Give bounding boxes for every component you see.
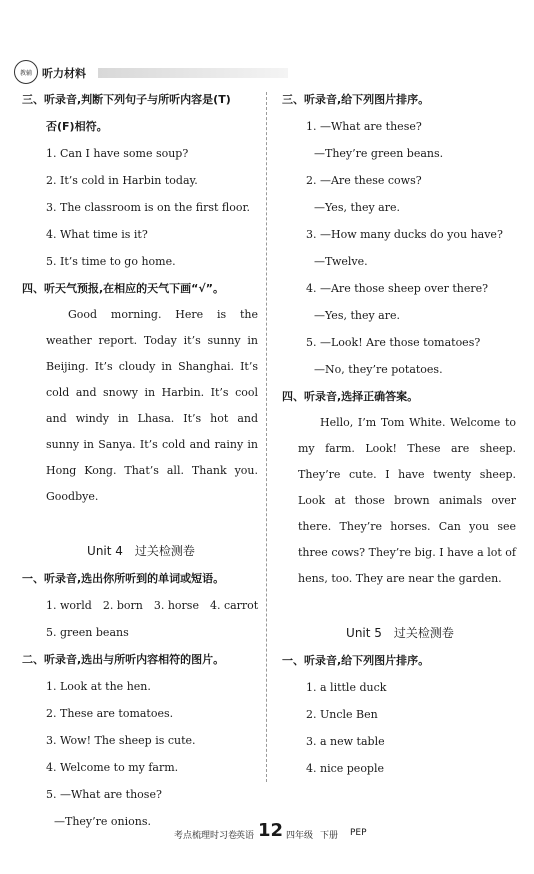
section-title: 一、听录音,选出你所听到的单词或短语。	[22, 572, 225, 585]
list-item: 2. It’s cold in Harbin today.	[46, 174, 198, 187]
dialog-line: 3. —How many ducks do you have?	[306, 228, 503, 241]
list-item: 5. —What are those?	[46, 788, 162, 801]
page-number: 12	[258, 820, 284, 841]
publisher-logo	[14, 60, 38, 84]
list-item: 2. These are tomatoes.	[46, 707, 174, 720]
grade: 四年级	[286, 831, 314, 841]
right-column	[282, 86, 518, 782]
list-item: 3. a new table	[306, 735, 385, 748]
list-item: 1. world 2. born 3. horse 4. carrot	[46, 599, 259, 612]
dialog-line: 4. —Are those sheep over there?	[306, 282, 489, 295]
list-item: 4. What time is it?	[46, 228, 148, 241]
term: 下册	[320, 831, 339, 841]
list-item: 3. The classroom is on the first floor.	[46, 201, 251, 214]
dialog-line: —Yes, they are.	[314, 201, 401, 214]
logo-text: 教辅	[19, 69, 32, 77]
list-item: 3. Wow! The sheep is cute.	[46, 734, 196, 747]
list-item: —They’re onions.	[54, 815, 151, 828]
list-item: 4. Welcome to my farm.	[46, 761, 179, 774]
page-header	[14, 60, 284, 84]
list-item: 1. a little duck	[306, 681, 387, 694]
passage: Good morning. Here is the weather report. Today it’s sunny in Beijing. It’s cloudy in Shanghai. It’s cold and snowy in Harbin. It’s cool and windy in Lhasa. It’s hot and sunny in Sanya. It’s cold and rainy in Hong Kong. That’s all. Thank you. Goodbye.	[46, 308, 258, 503]
section-title: 四、听录音,选择正确答案。	[282, 390, 419, 403]
book-title: 考点梳理时习卷	[174, 831, 238, 841]
section-title: 一、听录音,给下列图片排序。	[282, 654, 430, 667]
section-title: 三、听录音,判断下列句子与所听内容是(T)	[22, 93, 231, 106]
list-item: 1. Can I have some soup?	[46, 147, 189, 160]
section-title-cont: 否(F)相符。	[46, 120, 108, 133]
dialog-line: 5. —Look! Are those tomatoes?	[306, 336, 481, 349]
dialog-line: —Yes, they are.	[314, 309, 401, 322]
dialog-line: —Twelve.	[314, 255, 368, 268]
unit-title: Unit 5 过关检测卷	[346, 626, 454, 640]
passage: Hello, I’m Tom White. Welcome to my farm. Look! These are sheep. They’re cute. I have twenty sheep. Look at those brown animals over there. They’re horses. Can you see three cows? They’re big. I have a lot of hens, too. They are near the garden.	[298, 416, 516, 585]
dialog-line: 1. —What are these?	[306, 120, 422, 133]
list-item: 4. nice people	[306, 762, 385, 775]
list-item: 2. Uncle Ben	[306, 708, 378, 721]
section-label: 听力材料	[42, 67, 86, 80]
section-title: 二、听录音,选出与所听内容相符的图片。	[22, 653, 225, 666]
list-item: 5. It’s time to go home.	[46, 255, 176, 268]
edition: PEP	[350, 828, 367, 838]
page-footer	[0, 822, 534, 844]
section-title: 四、听天气预报,在相应的天气下画“√”。	[22, 282, 224, 295]
unit-title: Unit 4 过关检测卷	[87, 544, 195, 558]
dialog-line: —They’re green beans.	[314, 147, 444, 160]
list-item: 1. Look at the hen.	[46, 680, 151, 693]
section-title: 三、听录音,给下列图片排序。	[282, 93, 430, 106]
list-item: 5. green beans	[46, 626, 129, 639]
subject: 英语	[236, 831, 255, 841]
dialog-line: —No, they’re potatoes.	[314, 363, 443, 376]
dialog-line: 2. —Are these cows?	[306, 174, 422, 187]
left-column	[22, 86, 260, 835]
column-divider	[266, 92, 267, 782]
header-band	[98, 68, 288, 78]
